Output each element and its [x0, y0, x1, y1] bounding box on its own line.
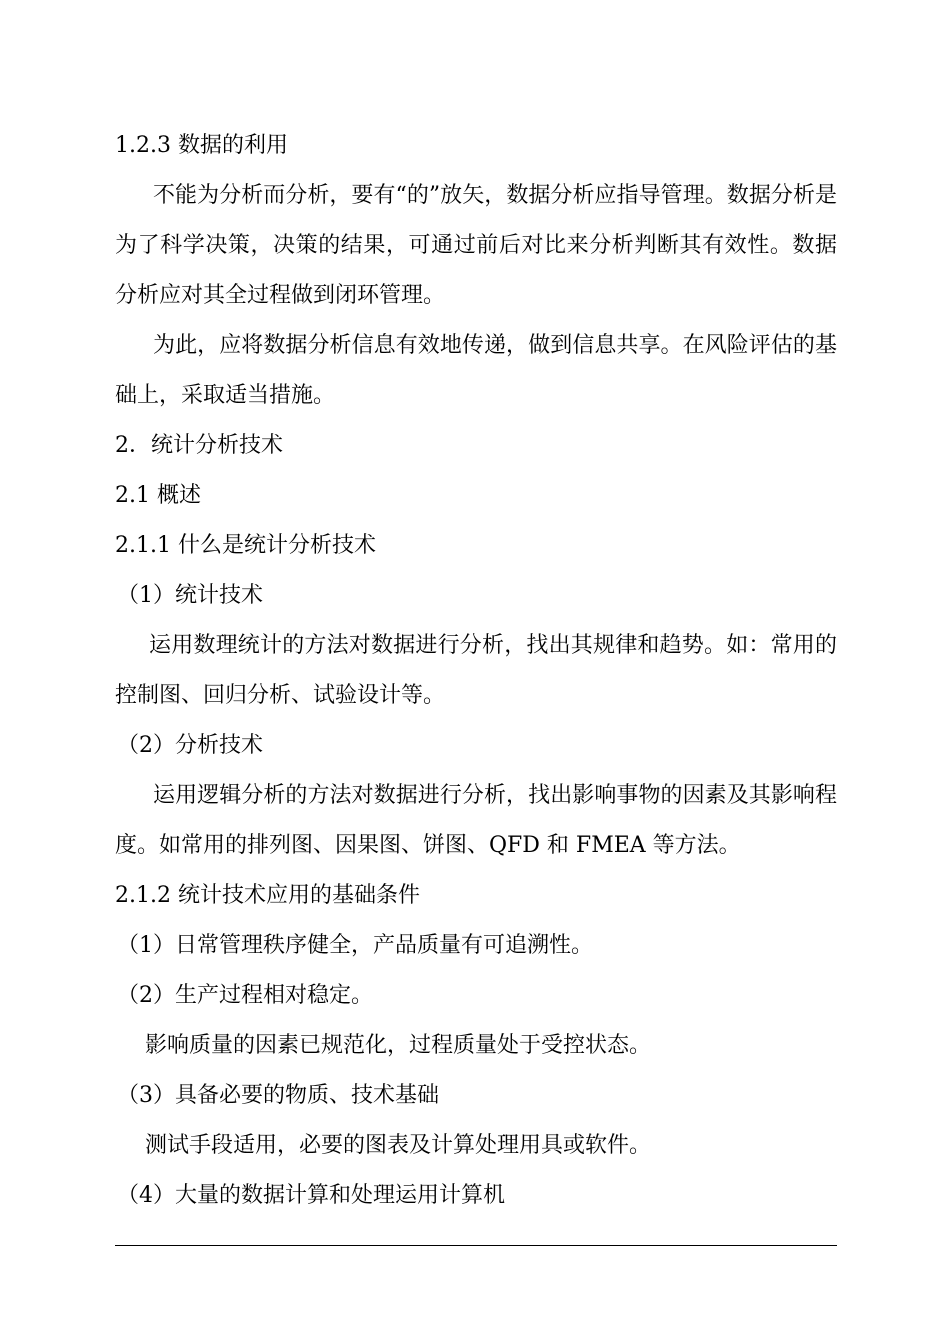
paragraph-analysis-technique: 运用逻辑分析的方法对数据进行分析，找出影响事物的因素及其影响程度。如常用的排列图、因果图、饼图、QFD 和 FMEA 等方法。	[115, 783, 837, 858]
paragraph-information-sharing: 为此，应将数据分析信息有效地传递，做到信息共享。在风险评估的基础上，采取适当措施。	[115, 333, 837, 408]
list-item-condition-4: （4）大量的数据计算和处理运用计算机	[117, 1183, 505, 1208]
heading-1-2-3: 1.2.3 数据的利用	[115, 133, 288, 158]
heading-2-1: 2.1 概述	[115, 483, 201, 508]
list-item-condition-3: （3）具备必要的物质、技术基础	[117, 1083, 439, 1108]
list-item-analysis-technique: （2）分析技术	[117, 733, 263, 758]
heading-2: 2．统计分析技术	[115, 433, 283, 458]
paragraph-statistical-technique: 运用数理统计的方法对数据进行分析，找出其规律和趋势。如：常用的控制图、回归分析、试验设计等。	[115, 633, 837, 708]
body-condition-3: 测试手段适用，必要的图表及计算处理用具或软件。	[145, 1133, 652, 1158]
document-body	[115, 121, 837, 1221]
list-item-condition-2: （2）生产过程相对稳定。	[117, 983, 373, 1008]
body-condition-2: 影响质量的因素已规范化，过程质量处于受控状态。	[145, 1033, 652, 1058]
list-item-statistical-technique: （1）统计技术	[117, 583, 263, 608]
heading-2-1-1: 2.1.1 什么是统计分析技术	[115, 533, 376, 558]
heading-2-1-2: 2.1.2 统计技术应用的基础条件	[115, 883, 420, 908]
list-item-condition-1: （1）日常管理秩序健全，产品质量有可追溯性。	[117, 933, 593, 958]
paragraph-data-use: 不能为分析而分析，要有“的”放矢，数据分析应指导管理。数据分析是为了科学决策，决策的结果，可通过前后对比来分析判断其有效性。数据分析应对其全过程做到闭环管理。	[115, 183, 837, 308]
footer-divider	[115, 1245, 837, 1246]
